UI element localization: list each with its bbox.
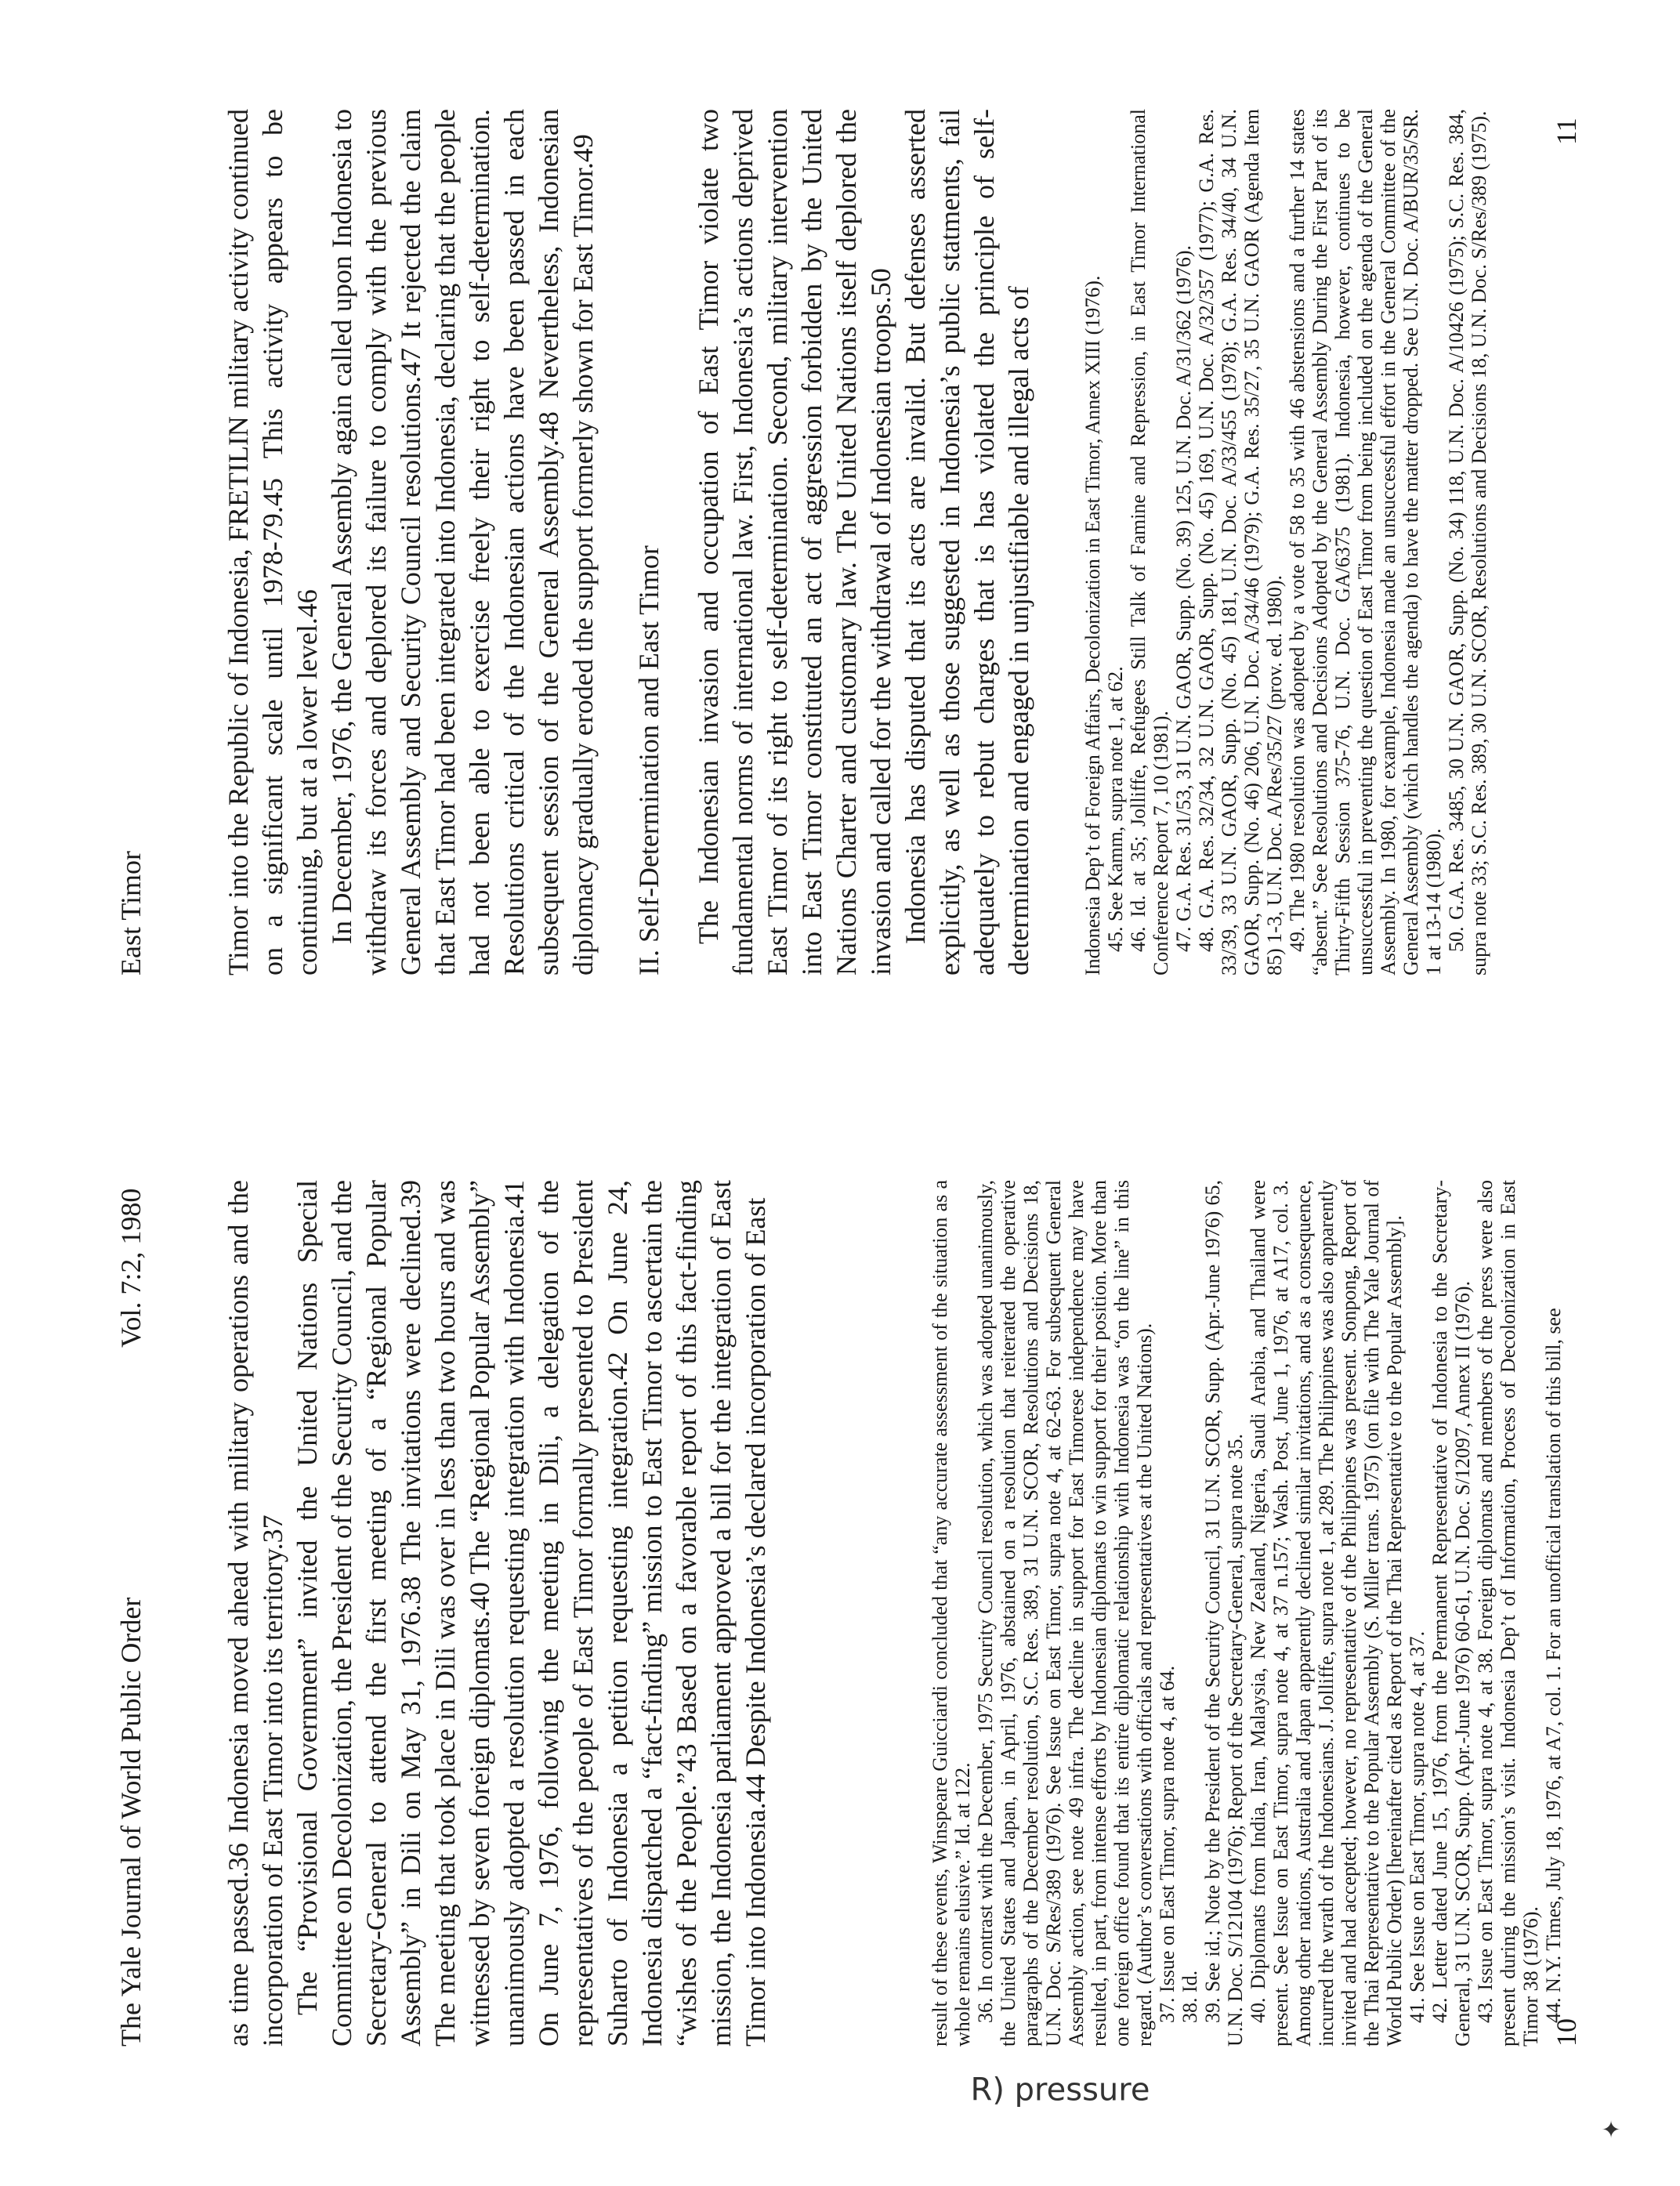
- margin-handwriting: R) pressure: [970, 2072, 1150, 2108]
- footnote: 47. G.A. Res. 31/53, 31 U.N. GAOR, Supp. (No. 39) 125, U.N. Doc. A/31/362 (1976).: [1172, 244, 1195, 952]
- footnote: 50. G.A. Res. 3485, 30 U.N. GAOR, Supp. (No. 34) 118, U.N. Doc. A/10426 (1975); S.C. Res. 384, supra note 33; S.C. Res. 389, 30 U.N. SCOR, Resolutions and Decisions 18, U.N. Doc. S/Res/389 (1975).: [1445, 109, 1490, 975]
- footnote: Indonesia Dep’t of Foreign Affairs, Decolonization in East Timor, Annex XIII (1976).: [1081, 275, 1104, 975]
- footnote: 43. Issue on East Timor, supra note 4, at 38. Foreign diplomats and members of the press were also present during the mission’s visit. Indonesia Dep’t of Information, Process of Decolonization in East Timor 38 (1976).: [1474, 1180, 1542, 2047]
- footnote: 46. Id. at 35; Jolliffe, Refugees Still Talk of Famine and Repression, in East Timor International Conference Report 7, 10 (1981).: [1127, 109, 1172, 975]
- footnote: 37. Issue on East Timor, supra note 4, at 64.: [1156, 1665, 1179, 2023]
- page-number: 10: [1551, 2018, 1582, 2047]
- volume-label: Vol. 7:2, 1980: [115, 1188, 147, 1348]
- footnote: 40. Diplomats from India, Iran, Malaysia, New Zealand, Nigeria, Saudi Arabia, and Thailand were present. See Issue on East Timor, supra note 4, at 37 n.157; Wash. Post, June 1, 1976, at A17, col. 3. Among other nations, Australia and Japan apparently declined similar invitations, and as a consequence, incurred the wrath of the Indonesians. J. Jolliffe, supra note 1, at 289. The Philippines was also apparently invited and had accepted; however, no representative of the Philippines was present. Sonpong, Report of the Thai Representative to the Popular Assembly (S. Miller trans. 1975) (on file with The Yale Journal of World Public Order) [hereinafter cited as Report of the Thai Representative to the Popular Assembly].: [1247, 1180, 1406, 2047]
- right-body-text: [221, 109, 1036, 975]
- running-head-title: East Timor: [115, 850, 147, 975]
- footnote: result of these events, Winspeare Guicciardi concluded that “any accurate assessment of the situation as a whole remains elusive.” Id. at 122.: [929, 1180, 974, 2047]
- left-body-text: [221, 1180, 773, 2047]
- footnote: 49. The 1980 resolution was adopted by a vote of 58 to 35 with 46 abstensions and a further 14 states “absent.” See Resolutions and Decisions Adopted by the General Assembly During the First Part of its Thirty-Fifth Session 375-76, U.N. Doc. GA/6375 (1981). Indonesia, however, continues to be unsuccessful in preventing the question of East Timor from being included on the agenda of the General Assembly. In 1980, for example, Indonesia made an unsuccessful effort in the General Committee of the General Assembly (which handles the agenda) to have the matter dropped. See U.N. Doc. A/BUR/35/SR. 1 at 13-14 (1980).: [1286, 109, 1445, 975]
- body-paragraph: In December, 1976, the General Assembly again called upon Indonesia to withdraw its forces and deplored its failure to comply with the previous General Assembly and Security Council resolutions.47 It rejected the claim that East Timor had been integrated into Indonesia, declaring that the people had not been able to exercise freely their right to self-determination. Resolutions critical of the Indonesian actions have been passed in each subsequent session of the General Assembly.48 Nevertheless, Indonesian diplomacy gradually eroded the support formerly shown for East Timor.49: [326, 109, 599, 975]
- body-paragraph: The “Provisional Government” invited the United Nations Special Committee on Decolonization, the President of the Security Council, and the Secretary-General to attend the first meeting of a “Regional Popular Assembly” in Dili on May 31, 1976.38 The invitations were declined.39 The meeting that took place in Dili was over in less than two hours and was witnessed by seven foreign diplomats.40 The “Regional Popular Assembly” unanimously adopted a resolution requesting integration with Indonesia.41 On June 7, 1976, following the meeting in Dili, a delegation of the representatives of the people of East Timor formally presented to President Suharto of Indonesia a petition requesting integration.42 On June 24, Indonesia dispatched a “fact-finding” mission to East Timor to ascertain the “wishes of the People.”43 Based on a favorable report of this fact-finding mission, the Indonesia parliament approved a bill for the integration of East Timor into Indonesia.44 Despite Indonesia’s declared incorporation of East: [291, 1180, 771, 2047]
- footnote: 38. Id.: [1179, 1970, 1201, 2023]
- footnote: 45. See Kamm, supra note 1, at 62.: [1104, 666, 1127, 952]
- body-paragraph: Indonesia has disputed that its acts are invalid. But defenses asserted explicitly, as well as those suggested in Indonesia’s public statments, fail adequately to rebut charges that is has violated the principle of self-determination and engaged in unjustifiable and illegal acts of: [900, 109, 1034, 975]
- footnote: 39. See id.; Note by the President of the Security Council, 31 U.N. SCOR, Supp. (Apr.-June 1976) 65, U.N. Doc. S/12104 (1976); Report of the Secretary-General, supra note 35.: [1201, 1180, 1247, 2047]
- footnote: 41. See Issue on East Timor, supra note 4, at 37.: [1406, 1630, 1428, 2023]
- right-footnotes: [1081, 109, 1490, 975]
- section-heading: II. Self-Determination and East Timor: [633, 545, 664, 975]
- footnote: 42. Letter dated June 15, 1976, from the Permanent Representative of Indonesia to the Secretary-General, 31 U.N. SCOR, Supp. (Apr.-June 1976) 60-61, U.N. Doc. S/12097, Annex II (1976).: [1428, 1180, 1474, 2047]
- footnote: 36. In contrast with the December, 1975 Security Council resolution, which was adopted unanimously, the United States and Japan, in April, 1976, abstained on a resolution that reiterated the operative paragraphs of the December resolution, S.C. Res. 389, 31 U.N. SCOR, Resolutions and Decisions 18, U.N. Doc. S/Res/389 (1976). See Issue on East Timor, supra note 4, at 62-63. For subsequent General Assembly action, see note 49 infra. The decline in support for East Timorese independence may have resulted, in part, from intense efforts by Indonesian diplomats to win support for their position. More than one foreign office found that its entire diplomatic relationship with Indonesia was “on the line” in this regard. (Author’s conversations with officials and representatives at the United Nations).: [974, 1180, 1156, 2047]
- footnote: 48. G.A. Res. 32/34, 32 U.N. GAOR, Supp. (No. 45) 169, U.N. Doc. A/32/357 (1977); G.A. Res. 33/39, 33 U.N. GAOR, Supp. (No. 45) 181, U.N. Doc. A/33/455 (1978); G.A. Res. 34/40, 34 U.N. GAOR, Supp. (No. 46) 206, U.N. Doc. A/34/46 (1979); G.A. Res. 35/27, 35 U.N. GAOR (Agenda Item 85) 1-3, U.N. Doc. A/Res/35/27 (prov. ed. 1980).: [1195, 109, 1286, 975]
- page-number: 11: [1551, 118, 1582, 145]
- body-paragraph: Timor into the Republic of Indonesia, FRETILIN military activity continued on a significant scale until 1978-79.45 This activity appears to be continuing, but at a lower level.46: [223, 109, 323, 975]
- footnote: 44. N.Y. Times, July 18, 1976, at A7, col. 1. For an unofficial translation of this bill, see: [1542, 1308, 1565, 2023]
- running-head-journal: The Yale Journal of World Public Order: [115, 1597, 147, 2047]
- body-paragraph: The Indonesian invasion and occupation of East Timor violate two fundamental norms of international law. First, Indonesia’s actions deprived East Timor of its right to self-determination. Second, military intervention into East Timor constituted an act of aggression forbidden by the United Nations Charter and customary law. The United Nations itself deplored the invasion and called for the withdrawal of Indonesian troops.50: [693, 109, 896, 975]
- margin-mark-icon: ✦: [1599, 2119, 1626, 2139]
- left-page: [0, 1093, 1680, 2186]
- left-footnotes: [929, 1180, 1565, 2047]
- body-paragraph: as time passed.36 Indonesia moved ahead with military operations and the incorporation of East Timor into its territory.37: [223, 1180, 288, 2047]
